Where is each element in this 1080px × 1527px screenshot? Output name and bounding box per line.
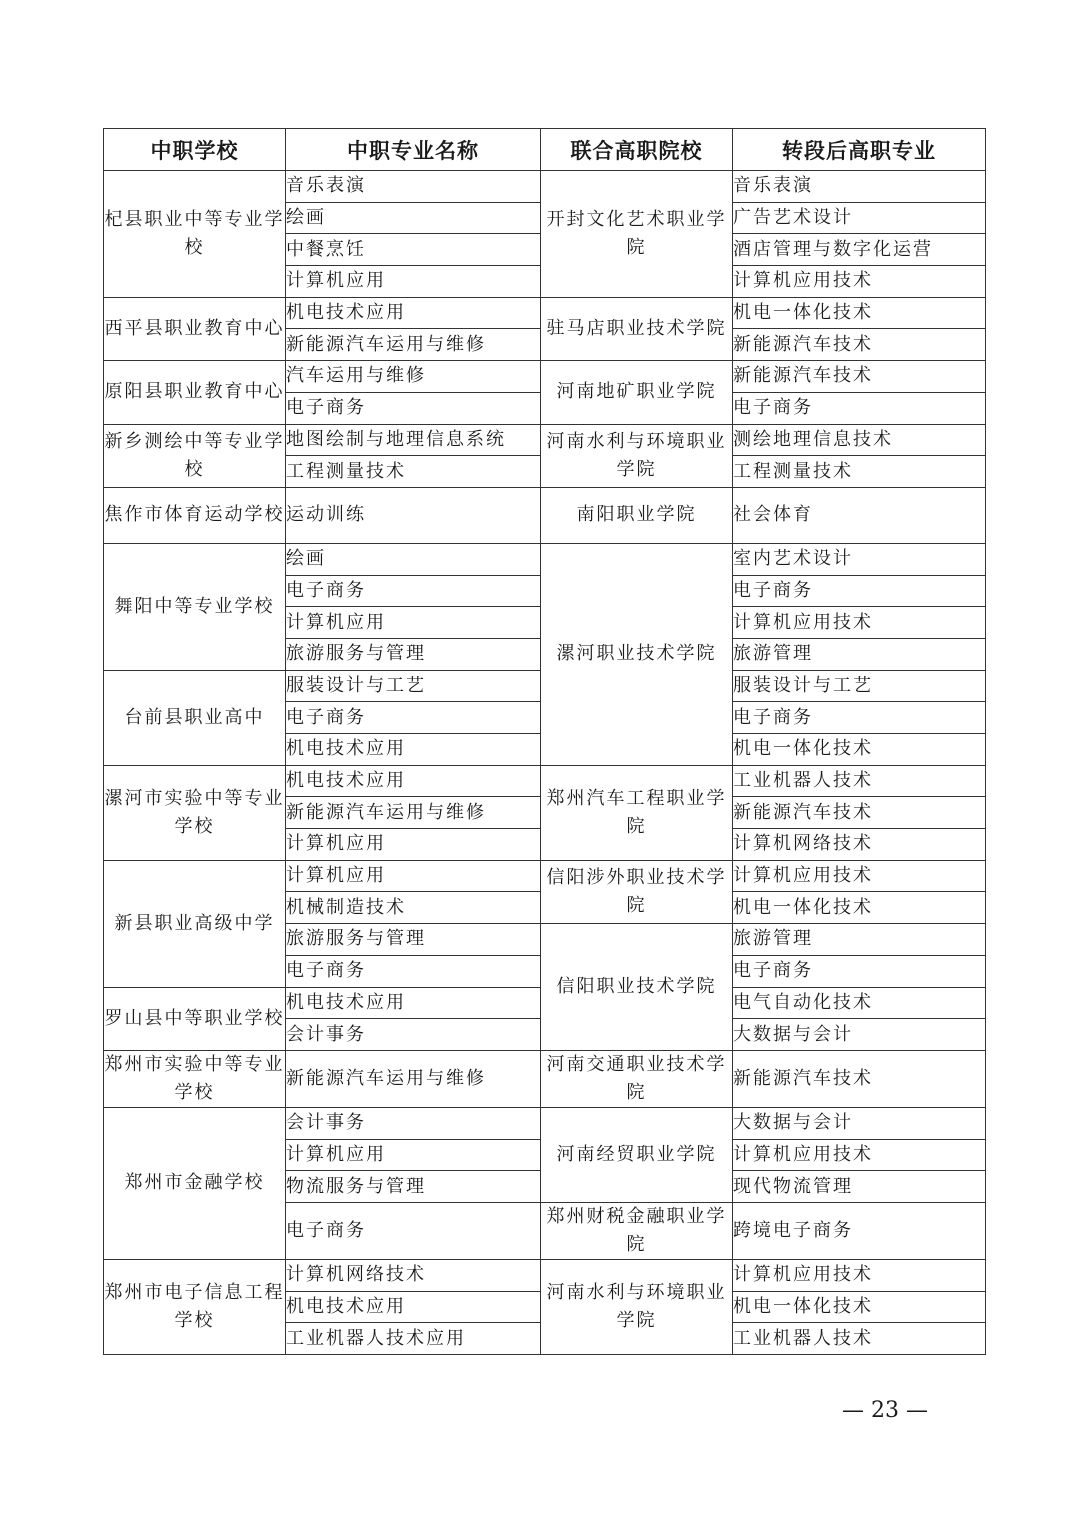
table-row (104, 765, 986, 797)
target-major-cell: 计算机应用技术 (733, 607, 986, 639)
secondary-major-cell: 机械制造技术 (286, 892, 541, 924)
school-cell: 郑州市实验中等专业学校 (104, 1050, 286, 1107)
header-target-major: 转段后高职专业 (733, 129, 986, 171)
secondary-major-cell: 机电技术应用 (286, 734, 541, 766)
target-major-cell: 电子商务 (733, 955, 986, 987)
secondary-major-cell: 汽车运用与维修 (286, 361, 541, 393)
school-cell: 焦作市体育运动学校 (104, 487, 286, 543)
target-major-cell: 新能源汽车技术 (733, 1050, 986, 1107)
secondary-major-cell: 音乐表演 (286, 171, 541, 203)
target-major-cell: 电子商务 (733, 392, 986, 424)
table-row (104, 487, 986, 543)
college-cell: 河南地矿职业学院 (541, 361, 733, 424)
header-partner-college: 联合高职院校 (541, 129, 733, 171)
secondary-major-cell: 电子商务 (286, 392, 541, 424)
secondary-major-cell: 工业机器人技术应用 (286, 1323, 541, 1355)
school-cell: 郑州市金融学校 (104, 1107, 286, 1259)
school-cell: 西平县职业教育中心 (104, 297, 286, 360)
header-secondary-major: 中职专业名称 (286, 129, 541, 171)
target-major-cell: 新能源汽车技术 (733, 361, 986, 393)
target-major-cell: 现代物流管理 (733, 1171, 986, 1203)
secondary-major-cell: 计算机应用 (286, 1139, 541, 1171)
articulation-table (103, 128, 986, 1355)
secondary-major-cell: 会计事务 (286, 1019, 541, 1051)
table-row (104, 860, 986, 892)
target-major-cell: 电子商务 (733, 575, 986, 607)
secondary-major-cell: 计算机网络技术 (286, 1259, 541, 1291)
target-major-cell: 室内艺术设计 (733, 543, 986, 575)
secondary-major-cell: 会计事务 (286, 1107, 541, 1139)
target-major-cell: 机电一体化技术 (733, 734, 986, 766)
secondary-major-cell: 绘画 (286, 202, 541, 234)
table-row (104, 1107, 986, 1139)
school-cell: 杞县职业中等专业学校 (104, 171, 286, 298)
secondary-major-cell: 旅游服务与管理 (286, 638, 541, 670)
secondary-major-cell: 电子商务 (286, 702, 541, 734)
target-major-cell: 电子商务 (733, 702, 986, 734)
college-cell: 河南水利与环境职业学院 (541, 424, 733, 487)
target-major-cell: 大数据与会计 (733, 1019, 986, 1051)
secondary-major-cell: 电子商务 (286, 575, 541, 607)
school-cell: 新县职业高级中学 (104, 860, 286, 987)
table-row (104, 424, 986, 456)
college-cell: 河南水利与环境职业学院 (541, 1259, 733, 1354)
target-major-cell: 跨境电子商务 (733, 1202, 986, 1259)
secondary-major-cell: 电子商务 (286, 955, 541, 987)
secondary-major-cell: 计算机应用 (286, 266, 541, 298)
secondary-major-cell: 新能源汽车运用与维修 (286, 797, 541, 829)
college-cell: 开封文化艺术职业学院 (541, 171, 733, 298)
table-row (104, 1050, 986, 1107)
secondary-major-cell: 机电技术应用 (286, 987, 541, 1019)
target-major-cell: 音乐表演 (733, 171, 986, 203)
target-major-cell: 测绘地理信息技术 (733, 424, 986, 456)
college-cell: 驻马店职业技术学院 (541, 297, 733, 360)
table-row (104, 1259, 986, 1291)
school-cell: 新乡测绘中等专业学校 (104, 424, 286, 487)
target-major-cell: 计算机应用技术 (733, 1139, 986, 1171)
target-major-cell: 广告艺术设计 (733, 202, 986, 234)
target-major-cell: 新能源汽车技术 (733, 329, 986, 361)
secondary-major-cell: 计算机应用 (286, 829, 541, 861)
secondary-major-cell: 计算机应用 (286, 607, 541, 639)
target-major-cell: 服装设计与工艺 (733, 670, 986, 702)
target-major-cell: 机电一体化技术 (733, 1291, 986, 1323)
header-secondary-school: 中职学校 (104, 129, 286, 171)
target-major-cell: 大数据与会计 (733, 1107, 986, 1139)
secondary-major-cell: 地图绘制与地理信息系统 (286, 424, 541, 456)
secondary-major-cell: 工程测量技术 (286, 456, 541, 488)
secondary-major-cell: 旅游服务与管理 (286, 924, 541, 956)
table-row (104, 297, 986, 329)
secondary-major-cell: 机电技术应用 (286, 297, 541, 329)
school-cell: 原阳县职业教育中心 (104, 361, 286, 424)
target-major-cell: 计算机应用技术 (733, 1259, 986, 1291)
secondary-major-cell: 物流服务与管理 (286, 1171, 541, 1203)
college-cell: 信阳涉外职业技术学院 (541, 860, 733, 923)
college-cell: 漯河职业技术学院 (541, 543, 733, 765)
target-major-cell: 计算机应用技术 (733, 266, 986, 298)
table-row (104, 361, 986, 393)
secondary-major-cell: 运动训练 (286, 487, 541, 543)
target-major-cell: 工业机器人技术 (733, 1323, 986, 1355)
target-major-cell: 旅游管理 (733, 924, 986, 956)
target-major-cell: 工程测量技术 (733, 456, 986, 488)
school-cell: 台前县职业高中 (104, 670, 286, 765)
secondary-major-cell: 新能源汽车运用与维修 (286, 329, 541, 361)
target-major-cell: 机电一体化技术 (733, 892, 986, 924)
table-header-row (104, 129, 986, 171)
college-cell: 河南交通职业技术学院 (541, 1050, 733, 1107)
page-number: — 23 — (842, 1398, 928, 1423)
school-cell: 舞阳中等专业学校 (104, 543, 286, 670)
table-row (104, 543, 986, 575)
college-cell: 南阳职业学院 (541, 487, 733, 543)
table-row (104, 171, 986, 203)
school-cell: 漯河市实验中等专业学校 (104, 765, 286, 860)
target-major-cell: 新能源汽车技术 (733, 797, 986, 829)
target-major-cell: 计算机应用技术 (733, 860, 986, 892)
secondary-major-cell: 绘画 (286, 543, 541, 575)
table-body (104, 171, 986, 1355)
target-major-cell: 电气自动化技术 (733, 987, 986, 1019)
secondary-major-cell: 电子商务 (286, 1202, 541, 1259)
school-cell: 郑州市电子信息工程学校 (104, 1259, 286, 1354)
secondary-major-cell: 计算机应用 (286, 860, 541, 892)
school-cell: 罗山县中等职业学校 (104, 987, 286, 1050)
target-major-cell: 酒店管理与数字化运营 (733, 234, 986, 266)
secondary-major-cell: 服装设计与工艺 (286, 670, 541, 702)
college-cell: 河南经贸职业学院 (541, 1107, 733, 1202)
college-cell: 郑州财税金融职业学院 (541, 1202, 733, 1259)
secondary-major-cell: 新能源汽车运用与维修 (286, 1050, 541, 1107)
college-cell: 信阳职业技术学院 (541, 924, 733, 1051)
college-cell: 郑州汽车工程职业学院 (541, 765, 733, 860)
target-major-cell: 机电一体化技术 (733, 297, 986, 329)
target-major-cell: 计算机网络技术 (733, 829, 986, 861)
secondary-major-cell: 中餐烹饪 (286, 234, 541, 266)
secondary-major-cell: 机电技术应用 (286, 765, 541, 797)
target-major-cell: 旅游管理 (733, 638, 986, 670)
target-major-cell: 工业机器人技术 (733, 765, 986, 797)
secondary-major-cell: 机电技术应用 (286, 1291, 541, 1323)
target-major-cell: 社会体育 (733, 487, 986, 543)
